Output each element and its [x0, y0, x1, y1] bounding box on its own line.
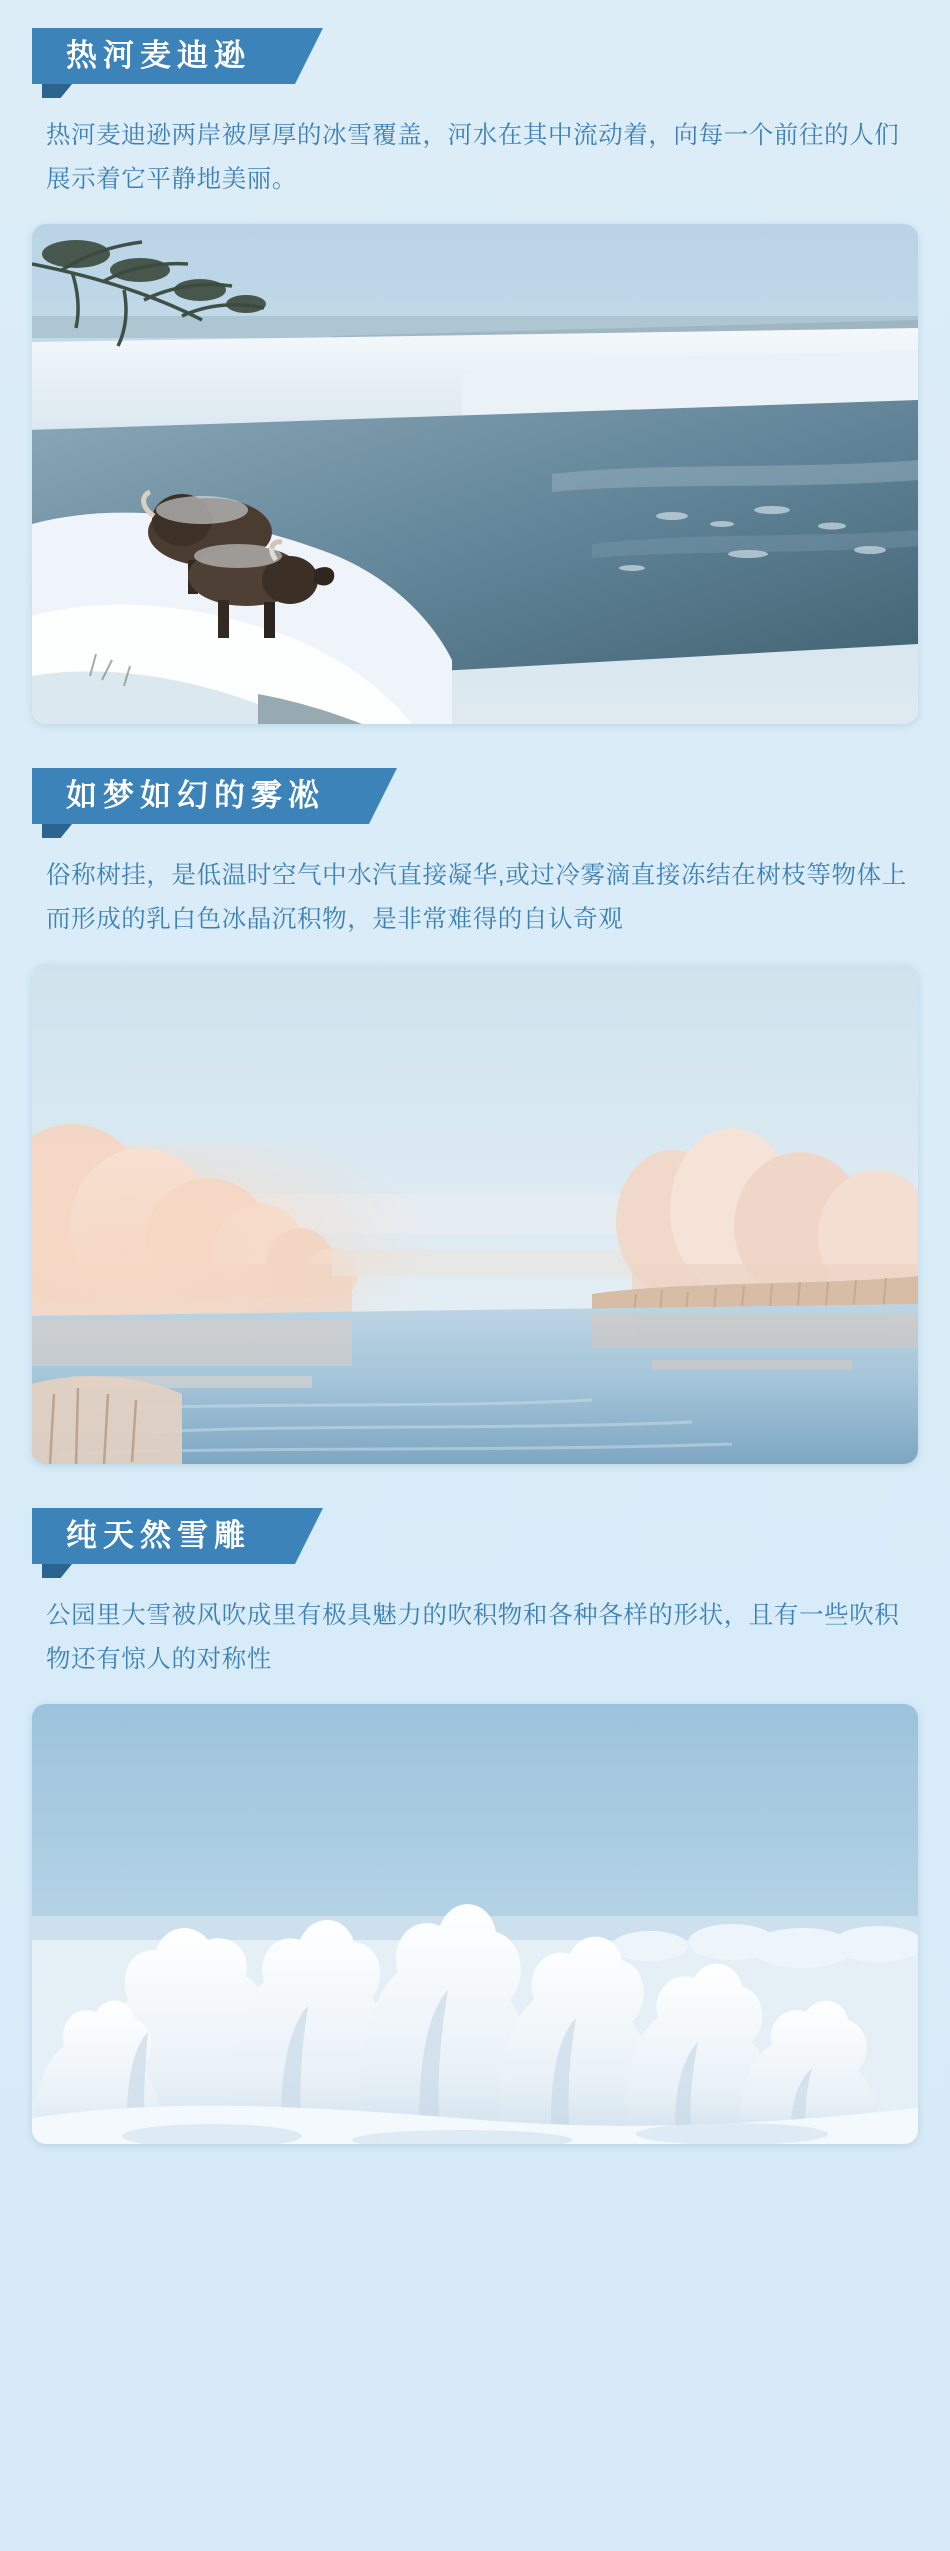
section-2-paragraph: 俗称树挂，是低温时空气中水汽直接凝华,或过冷雾滴直接冻结在树枝等物体上而形成的乳白色冰晶沉积物，是非常难得的自认奇观: [46, 862, 907, 933]
section-1-heading: 热河麦迪逊: [32, 28, 295, 84]
rime-ice-river-photo: [32, 964, 918, 1464]
section-2-heading-banner: [32, 768, 918, 840]
snow-sculpture-photo: [32, 1704, 918, 2144]
section-1-paragraph: 热河麦迪逊两岸被厚厚的冰雪覆盖，河水在其中流动着，向每一个前往的人们展示着它平静地美丽。: [46, 122, 900, 193]
snowy-river-bison-photo: [32, 224, 918, 724]
section-3: [0, 1508, 950, 1682]
section-3-heading-banner: [32, 1508, 918, 1580]
section-3-paragraph: 公园里大雪被风吹成里有极具魅力的吹积物和各种各样的形状，且有一些吹积物还有惊人的对称性: [46, 1602, 900, 1673]
section-1-heading-banner: [32, 28, 918, 100]
ribbon-shadow-2: [42, 824, 72, 838]
ribbon-shadow-1: [42, 84, 72, 98]
section-2: [0, 768, 950, 942]
ribbon-shadow-3: [42, 1564, 72, 1578]
section-3-heading: 纯天然雪雕: [32, 1508, 295, 1564]
section-1: [0, 28, 950, 202]
section-2-heading: 如梦如幻的雾凇: [32, 768, 369, 824]
